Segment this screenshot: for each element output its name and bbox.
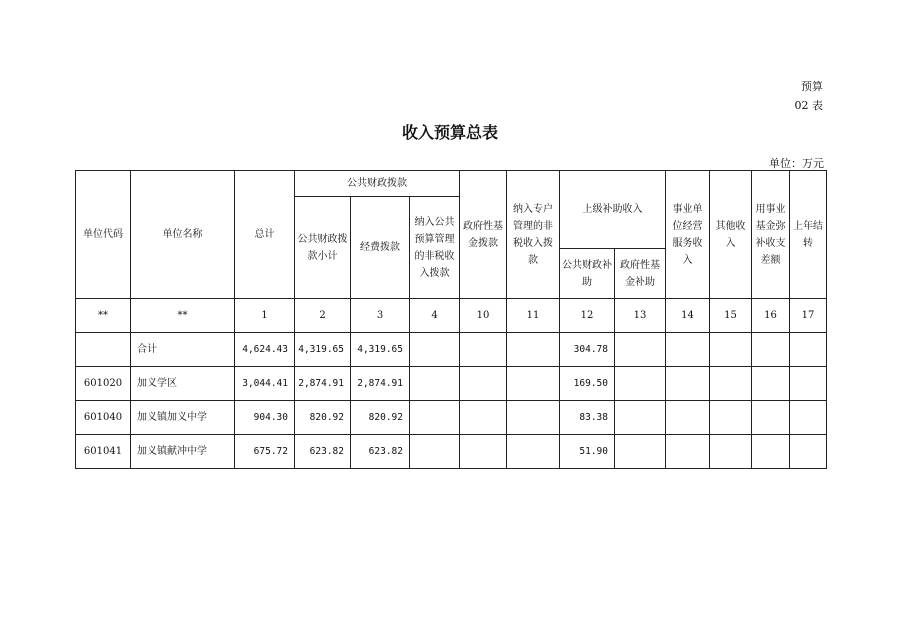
empty-cell xyxy=(615,333,666,367)
row-operating: 2,874.91 xyxy=(351,367,410,401)
header-superior-public-finance: 公共财政补助 xyxy=(560,249,615,299)
header-carryover: 上年结转 xyxy=(790,171,827,299)
empty-cell xyxy=(410,333,460,367)
header-public-finance-group: 公共财政拨款 xyxy=(295,171,460,197)
empty-cell xyxy=(710,401,752,435)
empty-cell xyxy=(615,367,666,401)
form-tag-line2: 02 表 xyxy=(794,99,823,112)
row-total: 904.30 xyxy=(235,401,295,435)
header-unit-code: 单位代码 xyxy=(76,171,131,299)
row-superior-public: 51.90 xyxy=(560,435,615,469)
empty-cell xyxy=(460,367,507,401)
index-cell: 10 xyxy=(460,299,507,333)
row-code xyxy=(76,333,131,367)
empty-cell xyxy=(790,333,827,367)
empty-cell xyxy=(410,435,460,469)
header-total: 总计 xyxy=(235,171,295,299)
index-cell: 12 xyxy=(560,299,615,333)
index-cell: 15 xyxy=(710,299,752,333)
header-fund-balance: 用事业基金弥补收支差额 xyxy=(752,171,790,299)
header-gov-fund: 政府性基金拨款 xyxy=(460,171,507,299)
row-name: 合计 xyxy=(131,333,235,367)
empty-cell xyxy=(752,435,790,469)
row-total: 3,044.41 xyxy=(235,367,295,401)
empty-cell xyxy=(460,435,507,469)
empty-cell xyxy=(752,367,790,401)
empty-cell xyxy=(790,435,827,469)
header-other-income: 其他收入 xyxy=(710,171,752,299)
row-code: 601041 xyxy=(76,435,131,469)
index-cell: 17 xyxy=(790,299,827,333)
row-superior-public: 169.50 xyxy=(560,367,615,401)
empty-cell xyxy=(615,435,666,469)
row-code: 601040 xyxy=(76,401,131,435)
index-cell: ** xyxy=(76,299,131,333)
row-name: 加义镇献冲中学 xyxy=(131,435,235,469)
empty-cell xyxy=(710,333,752,367)
empty-cell xyxy=(410,367,460,401)
header-operating-funds: 经费拨款 xyxy=(351,197,410,299)
index-cell: 1 xyxy=(235,299,295,333)
empty-cell xyxy=(507,401,560,435)
table-row xyxy=(76,367,827,401)
empty-cell xyxy=(666,333,710,367)
index-cell: 11 xyxy=(507,299,560,333)
header-non-tax-budget: 纳入公共预算管理的非税收入拨款 xyxy=(410,197,460,299)
row-superior-public: 83.38 xyxy=(560,401,615,435)
budget-table xyxy=(75,170,827,469)
header-superior-subsidy-group: 上级补助收入 xyxy=(560,171,666,249)
index-cell: 4 xyxy=(410,299,460,333)
empty-cell xyxy=(710,435,752,469)
empty-cell xyxy=(790,367,827,401)
table-row xyxy=(76,435,827,469)
row-name: 加义学区 xyxy=(131,367,235,401)
empty-cell xyxy=(790,401,827,435)
empty-cell xyxy=(752,333,790,367)
row-superior-public: 304.78 xyxy=(560,333,615,367)
unit-label: 单位：万元 xyxy=(769,157,824,170)
empty-cell xyxy=(507,333,560,367)
empty-cell xyxy=(710,367,752,401)
table-row xyxy=(76,333,827,367)
row-code: 601020 xyxy=(76,367,131,401)
index-cell: 13 xyxy=(615,299,666,333)
row-operating: 820.92 xyxy=(351,401,410,435)
empty-cell xyxy=(752,401,790,435)
row-subtotal: 623.82 xyxy=(295,435,351,469)
table-row xyxy=(76,401,827,435)
header-institution-business: 事业单位经营服务收入 xyxy=(666,171,710,299)
form-tag-line1: 预算 xyxy=(801,80,823,93)
page-title: 收入预算总表 xyxy=(401,123,498,142)
header-unit-name: 单位名称 xyxy=(131,171,235,299)
row-operating: 4,319.65 xyxy=(351,333,410,367)
empty-cell xyxy=(507,435,560,469)
empty-cell xyxy=(615,401,666,435)
index-cell: 14 xyxy=(666,299,710,333)
index-cell: ** xyxy=(131,299,235,333)
header-public-finance-subtotal: 公共财政拨款小计 xyxy=(295,197,351,299)
empty-cell xyxy=(666,435,710,469)
row-total: 4,624.43 xyxy=(235,333,295,367)
index-cell: 3 xyxy=(351,299,410,333)
header-special-non-tax: 纳入专户管理的非税收入拨款 xyxy=(507,171,560,299)
row-name: 加义镇加义中学 xyxy=(131,401,235,435)
empty-cell xyxy=(666,401,710,435)
row-operating: 623.82 xyxy=(351,435,410,469)
index-cell: 2 xyxy=(295,299,351,333)
row-subtotal: 820.92 xyxy=(295,401,351,435)
index-cell: 16 xyxy=(752,299,790,333)
empty-cell xyxy=(410,401,460,435)
empty-cell xyxy=(460,401,507,435)
row-total: 675.72 xyxy=(235,435,295,469)
header-superior-gov-fund: 政府性基金补助 xyxy=(615,249,666,299)
row-subtotal: 4,319.65 xyxy=(295,333,351,367)
empty-cell xyxy=(507,367,560,401)
empty-cell xyxy=(460,333,507,367)
empty-cell xyxy=(666,367,710,401)
row-subtotal: 2,874.91 xyxy=(295,367,351,401)
index-row xyxy=(76,299,827,333)
